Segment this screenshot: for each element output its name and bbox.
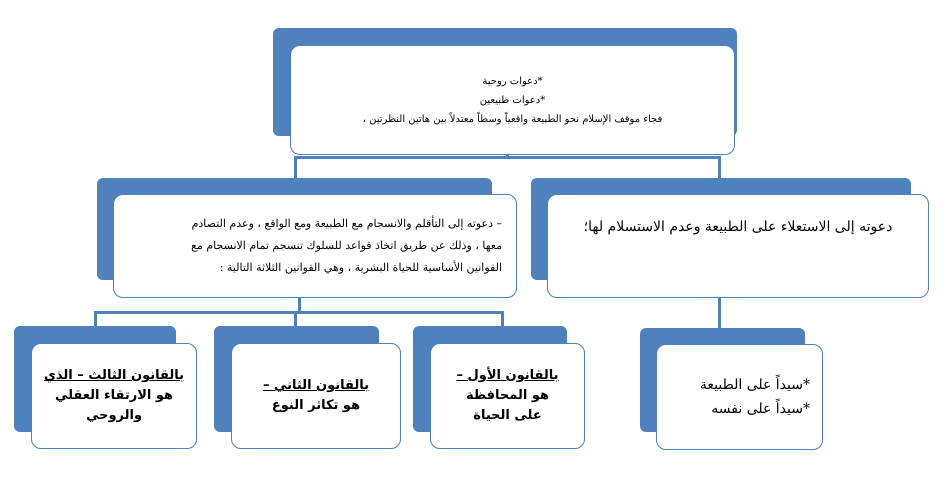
first-law-node-box — [430, 343, 585, 449]
connector-to-left-mid — [294, 156, 297, 180]
first-law-title: بالقانون الأول – — [456, 368, 559, 383]
harmony-line-1: – دعوته إلى التأقلم والانسجام مع الطبيعة ومع الواقع ، وعدم التصادم — [191, 217, 502, 230]
connector-bottom-horizontal — [94, 311, 504, 314]
connector-top-horizontal — [294, 156, 721, 159]
sovereign-over-self: *سيداً على نفسه — [711, 401, 810, 417]
harmony-line-2: معها ، وذلك عن طريق اتخاذ قواعد للسلوك تنسجم تمام الانسجام مع — [191, 239, 502, 252]
harmony-node — [97, 178, 519, 300]
third-law-desc: هو الارتقاء العقلي والروحي — [54, 388, 174, 423]
sovereign-over-nature: *سيداً على الطبيعة — [699, 377, 810, 393]
root-line-spiritual: *دعوات روحية — [482, 75, 543, 87]
harmony-line-3: القوانين الأساسية للحياة البشرية ، وهي القوانين الثلاثة التالية : — [219, 261, 502, 274]
root-node — [273, 28, 749, 148]
second-law-title: بالقانون الثاني – — [262, 378, 370, 393]
third-law-node — [14, 326, 199, 452]
connector-right-mid-down — [718, 298, 721, 330]
sovereign-node — [640, 328, 825, 452]
sovereign-node-box — [656, 344, 823, 450]
third-law-node-box — [31, 343, 197, 449]
second-law-node — [214, 326, 402, 452]
root-line-naturalist: *دعوات طبيعين — [479, 94, 546, 106]
transcendence-text: دعوته إلى الاستعلاء على الطبيعة وعدم الاستسلام لها؛ — [583, 219, 893, 235]
transcendence-node-box — [547, 194, 929, 298]
third-law-title: بالقانون الثالث – الذي — [43, 368, 185, 383]
transcendence-node — [531, 178, 931, 300]
harmony-node-box — [113, 194, 517, 298]
first-law-desc: هو المحافظة على الحياة — [465, 388, 550, 423]
first-law-node — [413, 326, 586, 452]
root-line-islam-position: فجاء موقف الإسلام نحو الطبيعة واقعياً وسطاً معتدلاً بين هاتين النظرتين ، — [362, 113, 663, 125]
root-node-box — [290, 45, 735, 155]
connector-to-right-mid — [718, 156, 721, 180]
second-law-node-box — [231, 343, 401, 449]
second-law-desc: هو تكاثر النوع — [271, 398, 361, 413]
